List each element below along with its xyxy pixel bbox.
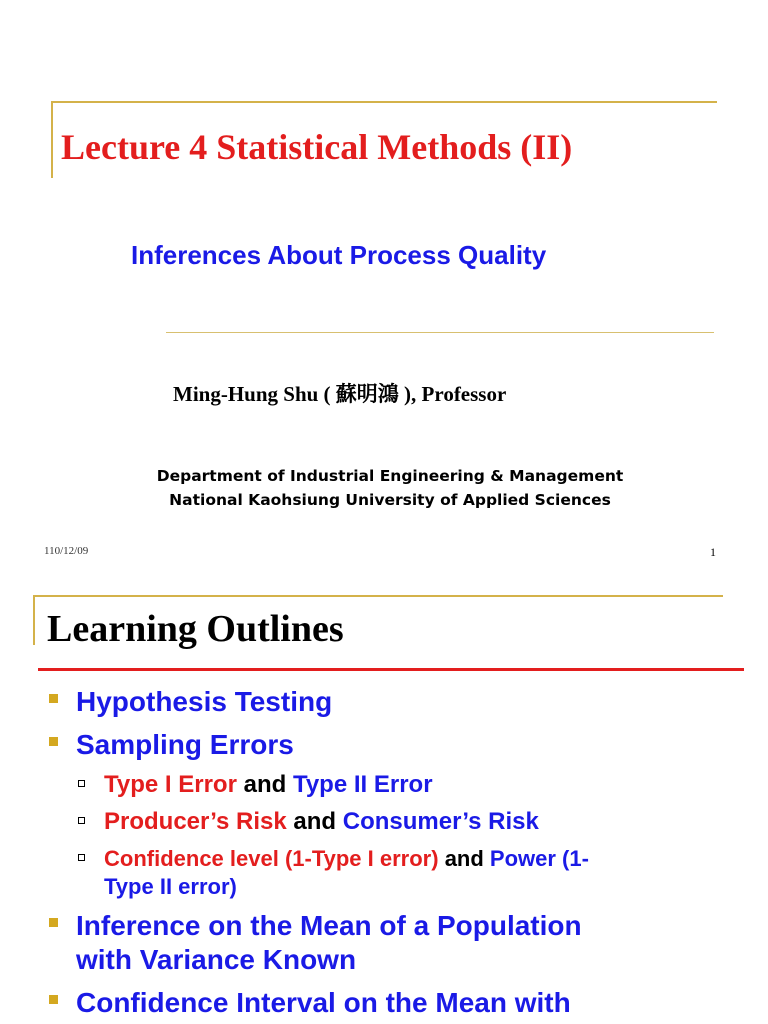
hollow-square-bullet-icon (78, 817, 85, 824)
bullet-text-line1: Confidence Interval on the Mean with (76, 987, 571, 1018)
power-text-line1: Power (1- (489, 846, 589, 871)
subbullet-confidence-power (104, 844, 589, 873)
type-one-error-text: Type I Error (104, 771, 237, 798)
outline-frame-left-line (33, 595, 35, 645)
hollow-square-bullet-icon (78, 780, 85, 787)
affiliation-block (140, 464, 640, 512)
producers-risk-text: Producer’s Risk (104, 808, 287, 835)
power-text-line2: Type II error) (104, 874, 237, 899)
confidence-level-text: Confidence level (1-Type I error) (104, 846, 439, 871)
subtitle-divider (166, 332, 714, 333)
hollow-square-bullet-icon (78, 854, 85, 861)
bullet-sampling-errors (76, 728, 294, 762)
subbullet-risks (104, 807, 539, 836)
subbullet-type-errors (104, 770, 433, 799)
bullet-hypothesis-testing (76, 685, 332, 719)
bullet-text: Sampling Errors (76, 729, 294, 760)
title-underline (38, 668, 744, 671)
university-name: National Kaohsiung University of Applied Sciences (169, 491, 611, 509)
slide-date: 110/12/09 (44, 545, 89, 557)
gold-square-bullet-icon (49, 995, 58, 1004)
and-text: and (236, 771, 293, 798)
gold-square-bullet-icon (49, 918, 58, 927)
subbullet-confidence-power-continuation (104, 872, 237, 901)
outline-title: Learning Outlines (47, 608, 344, 650)
bullet-inference-mean (76, 909, 582, 943)
outline-slide (0, 582, 768, 1024)
title-frame-left-line (51, 101, 53, 178)
bullet-text-line2: with Variance Known (76, 944, 357, 975)
and-text: and (286, 808, 343, 835)
consumers-risk-text: Consumer’s Risk (342, 808, 539, 835)
lecture-title: Lecture 4 Statistical Methods (II) (61, 127, 573, 167)
department-name: Department of Industrial Engineering & Management (156, 467, 624, 485)
and-text: and (438, 846, 490, 871)
author-line: Ming-Hung Shu ( 蘇明鴻 ), Professor (173, 382, 507, 406)
slide-page-number: 1 (710, 545, 716, 559)
bullet-text-line1: Inference on the Mean of a Population (76, 910, 582, 941)
type-two-error-text: Type II Error (292, 771, 433, 798)
bullet-confidence-interval (76, 986, 571, 1020)
title-frame-top-line (51, 101, 717, 103)
bullet-text: Hypothesis Testing (76, 686, 333, 717)
gold-square-bullet-icon (49, 694, 58, 703)
gold-square-bullet-icon (49, 737, 58, 746)
bullet-inference-mean-continuation (76, 943, 356, 977)
outline-frame-top-line (33, 595, 723, 597)
lecture-subtitle: Inferences About Process Quality (131, 240, 547, 270)
